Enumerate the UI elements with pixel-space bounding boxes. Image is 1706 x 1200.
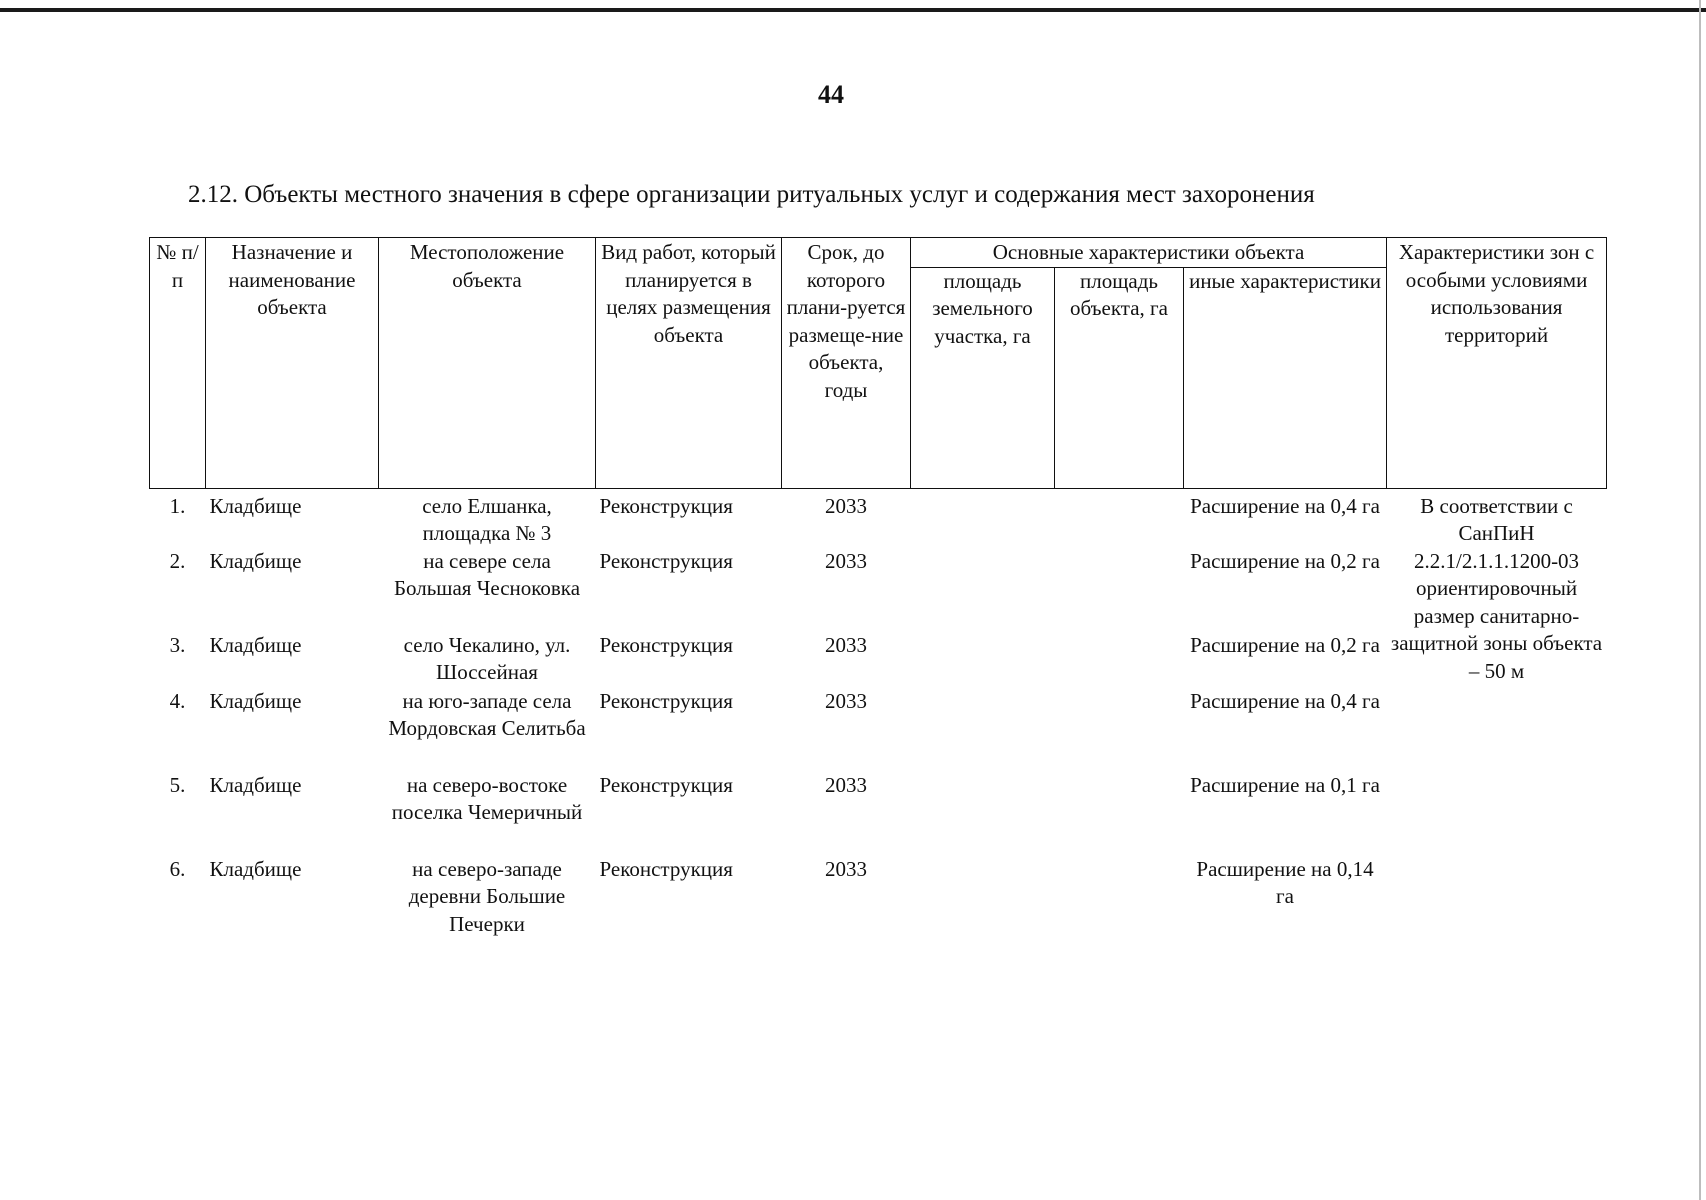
row-land-area bbox=[911, 488, 1055, 548]
row-object-area bbox=[1055, 772, 1184, 856]
row-other: Расширение на 0,2 га bbox=[1190, 548, 1380, 573]
row-work: Реконструкция bbox=[599, 548, 733, 573]
header-term: Срок, до которого плани-руется размеще-ние объекта, годы bbox=[782, 238, 911, 489]
row-location: село Чекалино, ул. Шоссейная bbox=[403, 632, 571, 684]
row-object-area bbox=[1055, 856, 1184, 941]
row-other: Расширение на 0,2 га bbox=[1190, 632, 1380, 657]
row-work: Реконструкция bbox=[599, 856, 733, 881]
row-location: на северо-востоке поселка Чемеричный bbox=[391, 772, 583, 824]
row-location: на севере села Большая Чесноковка bbox=[393, 548, 581, 600]
row-work: Реконструкция bbox=[599, 688, 733, 713]
row-year: 2033 bbox=[825, 688, 867, 713]
header-work: Вид работ, который планируется в целях размещения объекта bbox=[596, 238, 782, 489]
row-work: Реконструкция bbox=[599, 493, 733, 518]
row-object-area bbox=[1055, 548, 1184, 632]
header-object-area: площадь объекта, га bbox=[1055, 267, 1184, 488]
row-number: 3. bbox=[169, 632, 186, 657]
row-object-area bbox=[1055, 632, 1184, 688]
section-title: 2.12. Объекты местного значения в сфере организации ритуальных услуг и содержания мест захоронения bbox=[188, 181, 1315, 208]
row-work: Реконструкция bbox=[599, 632, 733, 657]
row-year: 2033 bbox=[825, 856, 867, 881]
row-land-area bbox=[911, 772, 1055, 856]
row-land-area bbox=[911, 548, 1055, 632]
row-year: 2033 bbox=[825, 493, 867, 518]
row-other: Расширение на 0,4 га bbox=[1190, 688, 1380, 713]
header-main-characteristics: Основные характеристики объекта bbox=[911, 238, 1387, 268]
header-other: иные характеристики bbox=[1184, 267, 1387, 488]
header-num: № п/п bbox=[150, 238, 206, 489]
row-name: Кладбище bbox=[209, 856, 302, 881]
header-location: Местоположение объекта bbox=[379, 238, 596, 489]
table-body bbox=[150, 488, 1607, 940]
row-name: Кладбище bbox=[209, 772, 302, 797]
row-name: Кладбище bbox=[209, 493, 302, 518]
row-land-area bbox=[911, 688, 1055, 772]
row-location: село Елшанка, площадка № 3 bbox=[422, 493, 552, 545]
row-number: 6. bbox=[169, 856, 186, 881]
objects-table bbox=[149, 237, 1607, 940]
row-number: 4. bbox=[169, 688, 186, 713]
row-other: Расширение на 0,14 га bbox=[1196, 856, 1374, 908]
row-other: Расширение на 0,4 га bbox=[1190, 493, 1380, 518]
row-location: на северо-западе деревни Большие Печерки bbox=[408, 856, 566, 936]
row-year: 2033 bbox=[825, 632, 867, 657]
row-year: 2033 bbox=[825, 772, 867, 797]
row-work: Реконструкция bbox=[599, 772, 733, 797]
header-land-area: площадь земельного участка, га bbox=[911, 267, 1055, 488]
row-object-area bbox=[1055, 688, 1184, 772]
row-number: 2. bbox=[169, 548, 186, 573]
row-name: Кладбище bbox=[209, 688, 302, 713]
table-header bbox=[150, 238, 1607, 489]
table-row bbox=[150, 488, 1607, 548]
row-number: 1. bbox=[169, 493, 186, 518]
scan-right-edge bbox=[1699, 0, 1701, 1200]
row-name: Кладбище bbox=[209, 548, 302, 573]
row-year: 2033 bbox=[825, 548, 867, 573]
row-object-area bbox=[1055, 488, 1184, 548]
zone-characteristics: В соответствии с СанПиН 2.2.1/2.1.1.1200-03 ориентировочный размер санитарно-защитной зоны объекта – 50 м bbox=[1390, 493, 1603, 683]
row-land-area bbox=[911, 632, 1055, 688]
row-number: 5. bbox=[169, 772, 186, 797]
scan-top-edge bbox=[0, 8, 1706, 12]
header-name: Назначение и наименование объекта bbox=[206, 238, 379, 489]
row-location: на юго-западе села Мордовская Селитьба bbox=[388, 688, 586, 740]
header-zones: Характеристики зон с особыми условиями использования территорий bbox=[1387, 238, 1607, 489]
row-name: Кладбище bbox=[209, 632, 302, 657]
row-other: Расширение на 0,1 га bbox=[1190, 772, 1380, 797]
page-number: 44 bbox=[818, 80, 844, 109]
row-land-area bbox=[911, 856, 1055, 941]
